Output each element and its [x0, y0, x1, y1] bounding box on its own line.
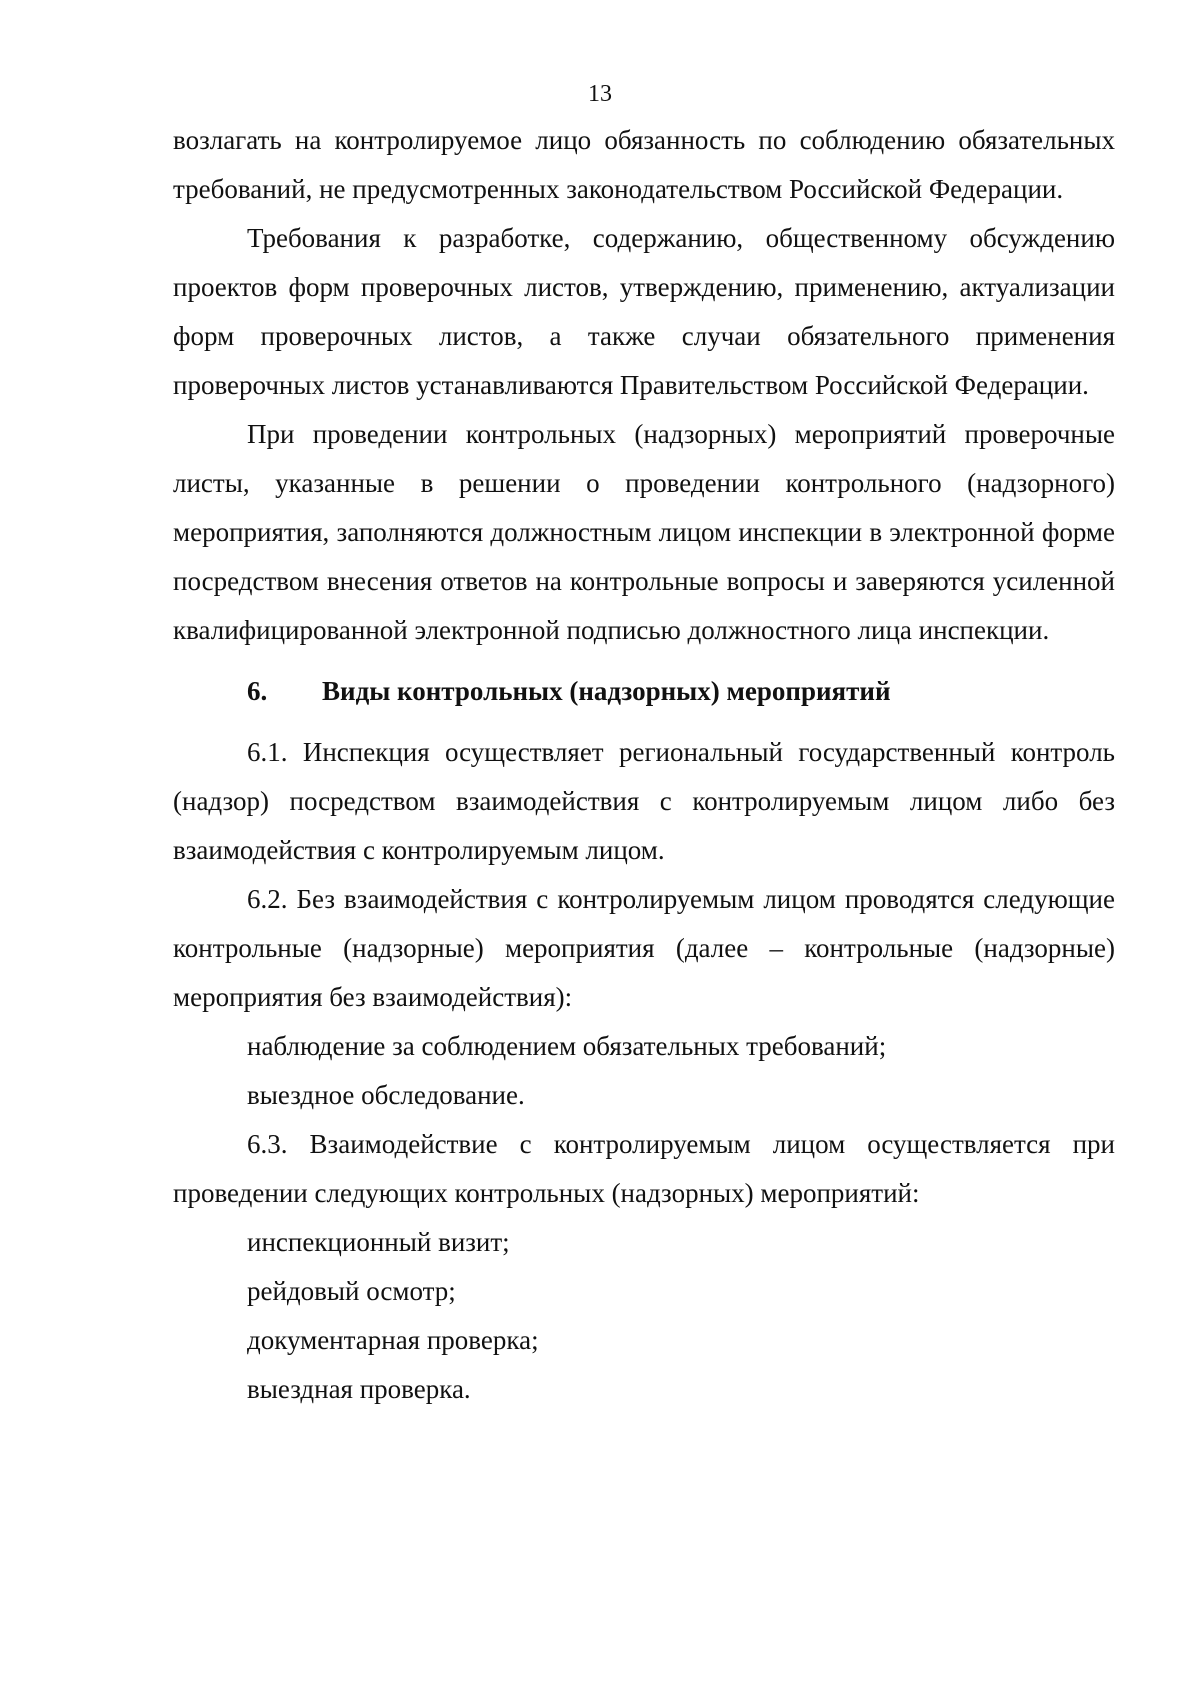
- paragraph-checklist-requirements: Требования к разработке, содержанию, общественному обсуждению проектов форм проверочных листов, утверждению, применению, актуализации форм проверочных листов, а также случаи обязательного применения проверочных листов устанавливаются Правительством Российской Федерации.: [173, 223, 1115, 400]
- paragraph-obligations: возлагать на контролируемое лицо обязанность по соблюдению обязательных требований, не предусмотренных законодательством Российской Федерации.: [173, 125, 1115, 204]
- list-item: документарная проверка;: [247, 1325, 539, 1355]
- clause-6-1: 6.1. Инспекция осуществляет региональный государственный контроль (надзор) посредством взаимодействия с контролируемым лицом либо без взаимодействия с контролируемым лицом.: [173, 737, 1115, 865]
- list-item: рейдовый осмотр;: [247, 1276, 456, 1306]
- section-title: Виды контрольных (надзорных) мероприятий: [322, 676, 891, 706]
- clause-6-3: 6.3. Взаимодействие с контролируемым лицом осуществляется при проведении следующих контрольных (надзорных) мероприятий:: [173, 1129, 1115, 1208]
- paragraph-checklist-filling: При проведении контрольных (надзорных) мероприятий проверочные листы, указанные в решении о проведении контрольного (надзорного) мероприятия, заполняются должностным лицом инспекции в электронной форме посредством внесения ответов на контрольные вопросы и заверяются усиленной квалифицированной электронной подписью должностного лица инспекции.: [173, 419, 1115, 645]
- section-number: 6.: [247, 676, 268, 706]
- list-item: наблюдение за соблюдением обязательных требований;: [247, 1031, 887, 1061]
- page-number: 13: [588, 81, 612, 107]
- list-item: инспекционный визит;: [247, 1227, 510, 1257]
- list-item: выездное обследование.: [247, 1080, 525, 1110]
- document-body: [173, 116, 1115, 1414]
- clause-6-2: 6.2. Без взаимодействия с контролируемым лицом проводятся следующие контрольные (надзорные) мероприятия (далее – контрольные (надзорные) мероприятия без взаимодействия):: [173, 884, 1115, 1012]
- list-item: выездная проверка.: [247, 1374, 471, 1404]
- section-heading: [173, 655, 1115, 728]
